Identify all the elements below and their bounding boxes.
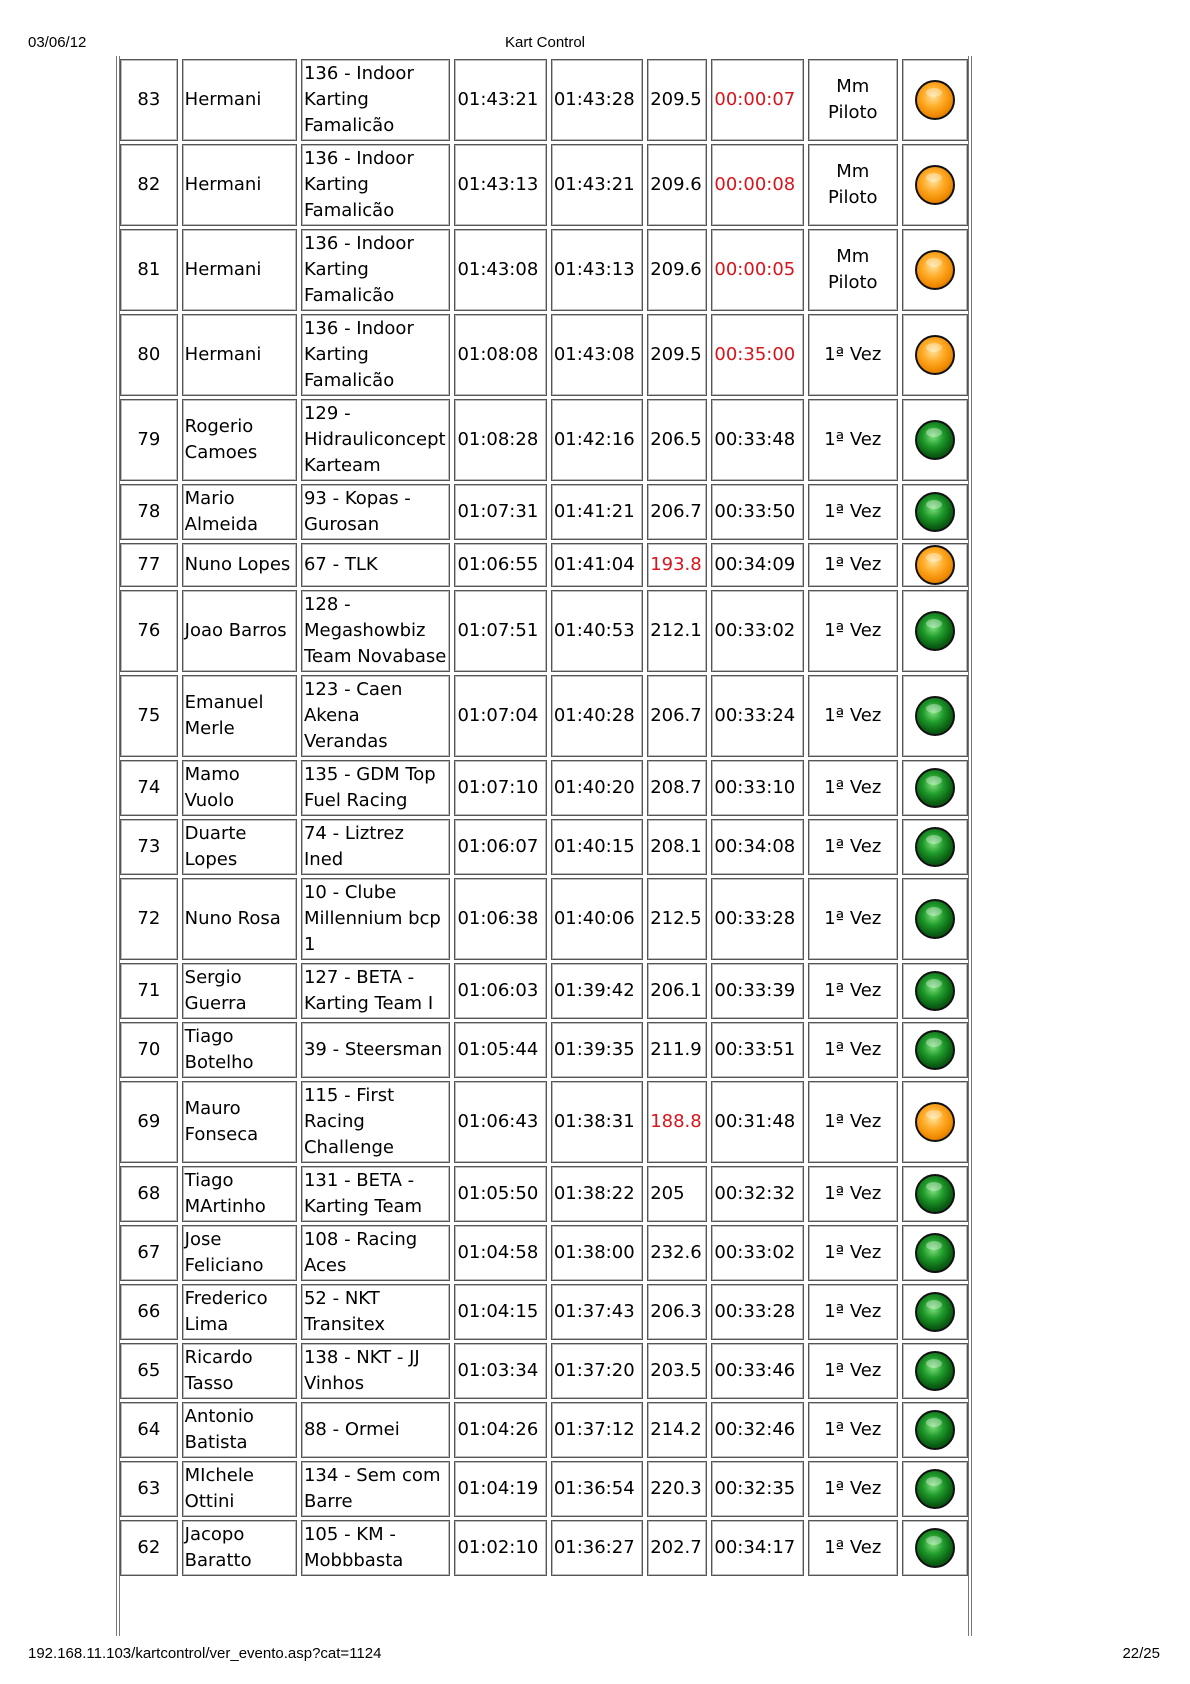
speed-cell: 212.1: [647, 590, 707, 672]
driver-name-cell: Hermani: [182, 314, 297, 396]
end-time-cell: 01:37:43: [551, 1284, 643, 1340]
team-cell: 108 - Racing Aces: [301, 1225, 450, 1281]
interval-cell: 00:33:02: [711, 590, 803, 672]
team-cell: 135 - GDM Top Fuel Racing: [301, 760, 450, 816]
position-cell: 74: [120, 760, 178, 816]
orange-light-icon: [915, 80, 955, 120]
status-light-cell: [902, 675, 968, 757]
table-row: [120, 399, 968, 481]
speed-cell: 206.5: [647, 399, 707, 481]
status-cell: 1ª Vez: [808, 1520, 898, 1576]
status-light-cell: [902, 878, 968, 960]
status-light-cell: [902, 1081, 968, 1163]
status-cell: 1ª Vez: [808, 484, 898, 540]
table-row: [120, 1402, 968, 1458]
status-light-cell: [902, 819, 968, 875]
end-time-cell: 01:43:13: [551, 229, 643, 311]
results-table-container: [116, 56, 972, 1636]
driver-name-cell: Jacopo Baratto: [182, 1520, 297, 1576]
green-light-icon: [915, 1410, 955, 1450]
position-cell: 62: [120, 1520, 178, 1576]
team-cell: 136 - Indoor Karting Famalicão: [301, 144, 450, 226]
start-time-cell: 01:06:43: [454, 1081, 546, 1163]
table-row: [120, 1343, 968, 1399]
end-time-cell: 01:38:22: [551, 1166, 643, 1222]
speed-cell: 211.9: [647, 1022, 707, 1078]
page-number: 22/25: [1122, 1645, 1160, 1662]
orange-light-icon: [915, 335, 955, 375]
green-light-icon: [915, 1174, 955, 1214]
driver-name-cell: Nuno Rosa: [182, 878, 297, 960]
table-row: [120, 314, 968, 396]
position-cell: 64: [120, 1402, 178, 1458]
status-light-cell: [902, 1022, 968, 1078]
speed-cell: 209.5: [647, 314, 707, 396]
green-light-icon: [915, 1233, 955, 1273]
status-cell: 1ª Vez: [808, 1461, 898, 1517]
end-time-cell: 01:37:12: [551, 1402, 643, 1458]
page-url: 192.168.11.103/kartcontrol/ver_evento.asp?cat=1124: [28, 1645, 382, 1662]
position-cell: 82: [120, 144, 178, 226]
position-cell: 78: [120, 484, 178, 540]
speed-cell: 203.5: [647, 1343, 707, 1399]
status-cell: 1ª Vez: [808, 543, 898, 587]
interval-cell: 00:33:24: [711, 675, 803, 757]
start-time-cell: 01:03:34: [454, 1343, 546, 1399]
status-cell: 1ª Vez: [808, 1284, 898, 1340]
position-cell: 71: [120, 963, 178, 1019]
green-light-icon: [915, 1351, 955, 1391]
green-light-icon: [915, 611, 955, 651]
interval-cell: 00:35:00: [711, 314, 803, 396]
start-time-cell: 01:08:28: [454, 399, 546, 481]
speed-cell: 206.1: [647, 963, 707, 1019]
end-time-cell: 01:38:31: [551, 1081, 643, 1163]
orange-light-icon: [915, 1102, 955, 1142]
team-cell: 115 - First Racing Challenge: [301, 1081, 450, 1163]
print-date: 03/06/12: [28, 34, 87, 51]
table-row: [120, 229, 968, 311]
table-row: [120, 1461, 968, 1517]
status-cell: 1ª Vez: [808, 1225, 898, 1281]
interval-cell: 00:33:46: [711, 1343, 803, 1399]
orange-light-icon: [915, 250, 955, 290]
status-light-cell: [902, 484, 968, 540]
position-cell: 79: [120, 399, 178, 481]
status-cell: 1ª Vez: [808, 1022, 898, 1078]
team-cell: 88 - Ormei: [301, 1402, 450, 1458]
table-row: [120, 59, 968, 141]
interval-cell: 00:33:28: [711, 878, 803, 960]
green-light-icon: [915, 420, 955, 460]
driver-name-cell: Frederico Lima: [182, 1284, 297, 1340]
end-time-cell: 01:39:35: [551, 1022, 643, 1078]
team-cell: 93 - Kopas - Gurosan: [301, 484, 450, 540]
interval-cell: 00:34:08: [711, 819, 803, 875]
speed-cell: 193.8: [647, 543, 707, 587]
start-time-cell: 01:04:19: [454, 1461, 546, 1517]
green-light-icon: [915, 827, 955, 867]
team-cell: 136 - Indoor Karting Famalicão: [301, 314, 450, 396]
status-light-cell: [902, 59, 968, 141]
end-time-cell: 01:40:28: [551, 675, 643, 757]
interval-cell: 00:33:10: [711, 760, 803, 816]
team-cell: 136 - Indoor Karting Famalicão: [301, 229, 450, 311]
status-light-cell: [902, 590, 968, 672]
speed-cell: 209.5: [647, 59, 707, 141]
table-row: [120, 484, 968, 540]
driver-name-cell: Mario Almeida: [182, 484, 297, 540]
speed-cell: 208.1: [647, 819, 707, 875]
position-cell: 80: [120, 314, 178, 396]
position-cell: 65: [120, 1343, 178, 1399]
speed-cell: 212.5: [647, 878, 707, 960]
team-cell: 136 - Indoor Karting Famalicão: [301, 59, 450, 141]
end-time-cell: 01:41:04: [551, 543, 643, 587]
team-cell: 127 - BETA - Karting Team I: [301, 963, 450, 1019]
table-row: [120, 1225, 968, 1281]
status-light-cell: [902, 1520, 968, 1576]
driver-name-cell: Tiago MArtinho: [182, 1166, 297, 1222]
table-row: [120, 819, 968, 875]
table-row: [120, 1166, 968, 1222]
speed-cell: 220.3: [647, 1461, 707, 1517]
team-cell: 129 - Hidrauliconcept Karteam: [301, 399, 450, 481]
end-time-cell: 01:40:15: [551, 819, 643, 875]
table-row: [120, 963, 968, 1019]
position-cell: 77: [120, 543, 178, 587]
driver-name-cell: Emanuel Merle: [182, 675, 297, 757]
status-cell: 1ª Vez: [808, 1081, 898, 1163]
driver-name-cell: Jose Feliciano: [182, 1225, 297, 1281]
status-light-cell: [902, 1402, 968, 1458]
start-time-cell: 01:06:07: [454, 819, 546, 875]
position-cell: 67: [120, 1225, 178, 1281]
status-cell: 1ª Vez: [808, 963, 898, 1019]
status-light-cell: [902, 314, 968, 396]
speed-cell: 214.2: [647, 1402, 707, 1458]
end-time-cell: 01:43:08: [551, 314, 643, 396]
driver-name-cell: Antonio Batista: [182, 1402, 297, 1458]
speed-cell: 188.8: [647, 1081, 707, 1163]
interval-cell: 00:33:02: [711, 1225, 803, 1281]
driver-name-cell: Hermani: [182, 229, 297, 311]
position-cell: 63: [120, 1461, 178, 1517]
end-time-cell: 01:42:16: [551, 399, 643, 481]
position-cell: 68: [120, 1166, 178, 1222]
start-time-cell: 01:43:13: [454, 144, 546, 226]
interval-cell: 00:33:48: [711, 399, 803, 481]
status-cell: 1ª Vez: [808, 675, 898, 757]
start-time-cell: 01:05:44: [454, 1022, 546, 1078]
status-cell: 1ª Vez: [808, 314, 898, 396]
driver-name-cell: Rogerio Camoes: [182, 399, 297, 481]
end-time-cell: 01:36:27: [551, 1520, 643, 1576]
start-time-cell: 01:06:55: [454, 543, 546, 587]
results-table: [116, 56, 972, 1579]
end-time-cell: 01:43:21: [551, 144, 643, 226]
status-light-cell: [902, 229, 968, 311]
interval-cell: 00:34:17: [711, 1520, 803, 1576]
start-time-cell: 01:04:26: [454, 1402, 546, 1458]
start-time-cell: 01:07:10: [454, 760, 546, 816]
end-time-cell: 01:43:28: [551, 59, 643, 141]
team-cell: 10 - Clube Millennium bcp 1: [301, 878, 450, 960]
status-cell: Mm Piloto: [808, 229, 898, 311]
speed-cell: 232.6: [647, 1225, 707, 1281]
start-time-cell: 01:08:08: [454, 314, 546, 396]
interval-cell: 00:32:35: [711, 1461, 803, 1517]
table-row: [120, 144, 968, 226]
start-time-cell: 01:04:15: [454, 1284, 546, 1340]
interval-cell: 00:00:07: [711, 59, 803, 141]
driver-name-cell: Sergio Guerra: [182, 963, 297, 1019]
table-row: [120, 1520, 968, 1576]
position-cell: 83: [120, 59, 178, 141]
driver-name-cell: MIchele Ottini: [182, 1461, 297, 1517]
position-cell: 72: [120, 878, 178, 960]
status-cell: 1ª Vez: [808, 399, 898, 481]
driver-name-cell: Nuno Lopes: [182, 543, 297, 587]
status-light-cell: [902, 1166, 968, 1222]
status-cell: 1ª Vez: [808, 760, 898, 816]
driver-name-cell: Hermani: [182, 59, 297, 141]
status-light-cell: [902, 543, 968, 587]
start-time-cell: 01:02:10: [454, 1520, 546, 1576]
speed-cell: 202.7: [647, 1520, 707, 1576]
end-time-cell: 01:40:06: [551, 878, 643, 960]
interval-cell: 00:00:05: [711, 229, 803, 311]
table-row: [120, 675, 968, 757]
end-time-cell: 01:36:54: [551, 1461, 643, 1517]
table-row: [120, 590, 968, 672]
green-light-icon: [915, 696, 955, 736]
team-cell: 52 - NKT Transitex: [301, 1284, 450, 1340]
end-time-cell: 01:37:20: [551, 1343, 643, 1399]
green-light-icon: [915, 1469, 955, 1509]
interval-cell: 00:33:39: [711, 963, 803, 1019]
status-cell: 1ª Vez: [808, 878, 898, 960]
status-light-cell: [902, 1461, 968, 1517]
interval-cell: 00:00:08: [711, 144, 803, 226]
status-cell: 1ª Vez: [808, 819, 898, 875]
start-time-cell: 01:06:03: [454, 963, 546, 1019]
status-cell: Mm Piloto: [808, 144, 898, 226]
driver-name-cell: Mamo Vuolo: [182, 760, 297, 816]
driver-name-cell: Hermani: [182, 144, 297, 226]
start-time-cell: 01:07:51: [454, 590, 546, 672]
table-row: [120, 1284, 968, 1340]
start-time-cell: 01:43:08: [454, 229, 546, 311]
start-time-cell: 01:43:21: [454, 59, 546, 141]
position-cell: 69: [120, 1081, 178, 1163]
end-time-cell: 01:39:42: [551, 963, 643, 1019]
position-cell: 66: [120, 1284, 178, 1340]
status-cell: 1ª Vez: [808, 590, 898, 672]
speed-cell: 209.6: [647, 229, 707, 311]
end-time-cell: 01:40:53: [551, 590, 643, 672]
team-cell: 134 - Sem com Barre: [301, 1461, 450, 1517]
green-light-icon: [915, 899, 955, 939]
end-time-cell: 01:40:20: [551, 760, 643, 816]
start-time-cell: 01:07:04: [454, 675, 546, 757]
team-cell: 123 - Caen Akena Verandas: [301, 675, 450, 757]
interval-cell: 00:32:32: [711, 1166, 803, 1222]
green-light-icon: [915, 492, 955, 532]
green-light-icon: [915, 1030, 955, 1070]
status-cell: 1ª Vez: [808, 1343, 898, 1399]
team-cell: 67 - TLK: [301, 543, 450, 587]
status-cell: Mm Piloto: [808, 59, 898, 141]
table-row: [120, 1081, 968, 1163]
status-cell: 1ª Vez: [808, 1166, 898, 1222]
interval-cell: 00:34:09: [711, 543, 803, 587]
status-light-cell: [902, 1225, 968, 1281]
speed-cell: 209.6: [647, 144, 707, 226]
start-time-cell: 01:07:31: [454, 484, 546, 540]
status-light-cell: [902, 1343, 968, 1399]
driver-name-cell: Mauro Fonseca: [182, 1081, 297, 1163]
green-light-icon: [915, 1292, 955, 1332]
speed-cell: 206.7: [647, 675, 707, 757]
driver-name-cell: Ricardo Tasso: [182, 1343, 297, 1399]
status-light-cell: [902, 399, 968, 481]
start-time-cell: 01:04:58: [454, 1225, 546, 1281]
status-light-cell: [902, 963, 968, 1019]
green-light-icon: [915, 971, 955, 1011]
position-cell: 75: [120, 675, 178, 757]
green-light-icon: [915, 768, 955, 808]
team-cell: 128 - Megashowbiz Team Novabase: [301, 590, 450, 672]
start-time-cell: 01:05:50: [454, 1166, 546, 1222]
page-title: Kart Control: [504, 34, 586, 51]
table-row: [120, 1022, 968, 1078]
orange-light-icon: [915, 165, 955, 205]
orange-light-icon: [915, 545, 955, 585]
speed-cell: 208.7: [647, 760, 707, 816]
interval-cell: 00:32:46: [711, 1402, 803, 1458]
position-cell: 73: [120, 819, 178, 875]
driver-name-cell: Joao Barros: [182, 590, 297, 672]
team-cell: 39 - Steersman: [301, 1022, 450, 1078]
status-light-cell: [902, 1284, 968, 1340]
interval-cell: 00:31:48: [711, 1081, 803, 1163]
team-cell: 138 - NKT - JJ Vinhos: [301, 1343, 450, 1399]
driver-name-cell: Duarte Lopes: [182, 819, 297, 875]
interval-cell: 00:33:50: [711, 484, 803, 540]
speed-cell: 206.7: [647, 484, 707, 540]
table-row: [120, 878, 968, 960]
status-light-cell: [902, 144, 968, 226]
status-light-cell: [902, 760, 968, 816]
status-cell: 1ª Vez: [808, 1402, 898, 1458]
team-cell: 105 - KM - Mobbbasta: [301, 1520, 450, 1576]
team-cell: 74 - Liztrez Ined: [301, 819, 450, 875]
end-time-cell: 01:41:21: [551, 484, 643, 540]
position-cell: 70: [120, 1022, 178, 1078]
table-row: [120, 543, 968, 587]
interval-cell: 00:33:51: [711, 1022, 803, 1078]
end-time-cell: 01:38:00: [551, 1225, 643, 1281]
speed-cell: 205: [647, 1166, 707, 1222]
speed-cell: 206.3: [647, 1284, 707, 1340]
team-cell: 131 - BETA - Karting Team: [301, 1166, 450, 1222]
table-row: [120, 760, 968, 816]
position-cell: 76: [120, 590, 178, 672]
start-time-cell: 01:06:38: [454, 878, 546, 960]
green-light-icon: [915, 1528, 955, 1568]
interval-cell: 00:33:28: [711, 1284, 803, 1340]
position-cell: 81: [120, 229, 178, 311]
driver-name-cell: Tiago Botelho: [182, 1022, 297, 1078]
